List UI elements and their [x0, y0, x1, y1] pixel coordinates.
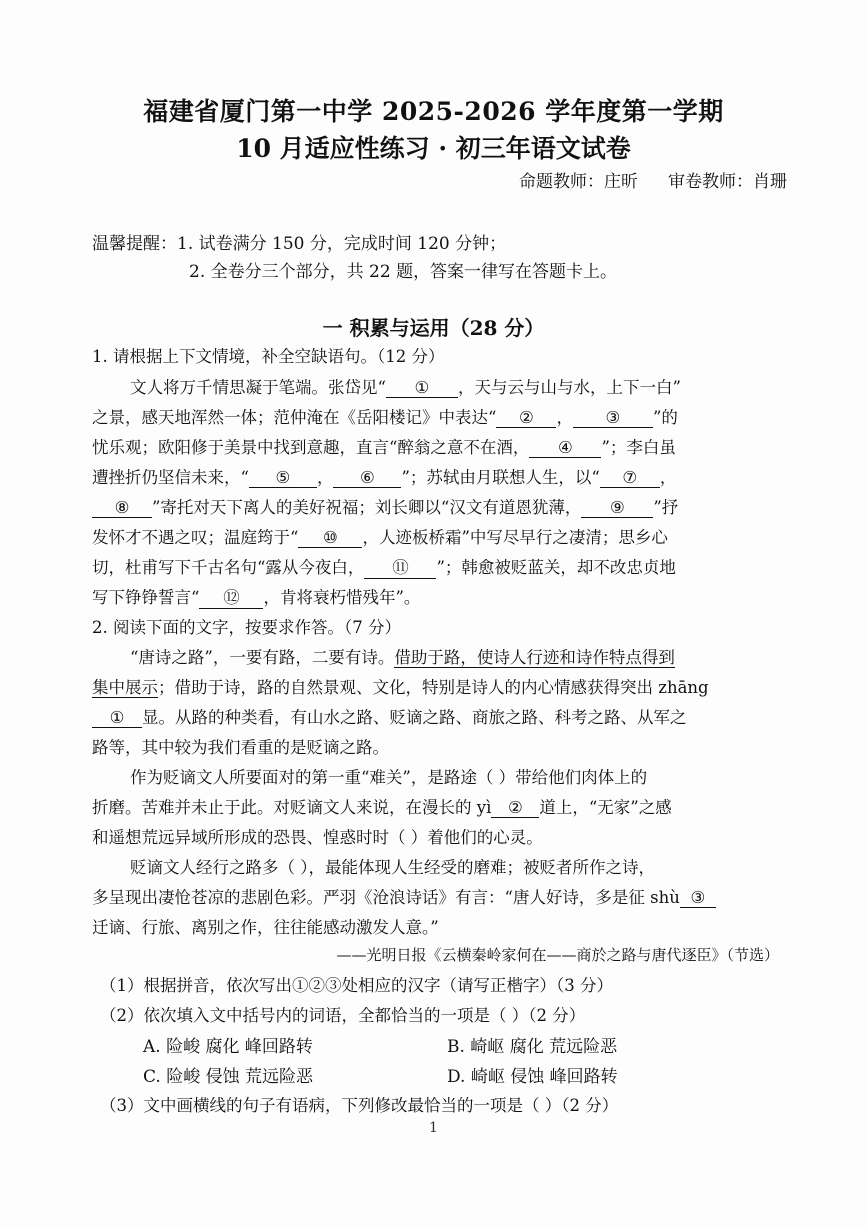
q1-text: 之景，感天地浑然一体；范仲淹在《岳阳楼记》中表达“ — [92, 408, 497, 427]
q1-text: ，人迹板桥霜”中写尽早行之凄清；思乡心 — [362, 528, 668, 547]
q2-text: “唐诗之路”，一要有路，二要有诗。 — [130, 648, 395, 667]
q1-line8 — [92, 584, 420, 609]
blank-10: ⑩ — [298, 528, 362, 548]
q1-text: 遭挫折仍坚信未来，“ — [92, 468, 249, 487]
q1-line1 — [130, 374, 681, 398]
blank-12: ⑫ — [199, 584, 263, 609]
q1-stem: 1. 请根据上下文情境，补全空缺语句。（12 分） — [92, 347, 445, 366]
option-c: C. 险峻 侵蚀 荒远险恶 — [143, 1067, 314, 1087]
q1-text: 发怀才不遇之叹；温庭筠于“ — [92, 528, 299, 547]
q2-text: 道上，“无家”之感 — [539, 798, 672, 817]
q2-text: 折磨。苦难并未止于此。对贬谪文人来说，在漫长的 yì — [92, 798, 492, 817]
q1-text: ”的 — [652, 408, 678, 427]
q2-sub3: （3）文中画横线的句子有语病，下列修改最恰当的一项是（ ）（2 分） — [100, 1096, 619, 1115]
pinyin-blank-1: ① — [92, 708, 142, 728]
reviewer-teacher: 审卷教师：肖珊 — [668, 172, 787, 192]
q1-text: 文人将万千情思凝于笔端。张岱见“ — [130, 378, 386, 397]
option-a: A. 险峻 腐化 峰回路转 — [143, 1037, 313, 1057]
q1-text: ， — [316, 468, 334, 487]
blank-5: ⑤ — [249, 468, 317, 488]
section-title: 一 积累与运用（28 分） — [322, 316, 545, 340]
notice-item1: 1. 试卷满分 150 分，完成时间 120 分钟； — [177, 234, 507, 254]
notice-line1 — [92, 229, 506, 254]
q1-text: 忧乐观；欧阳修于美景中找到意趣，直言“醉翁之意不在酒， — [92, 438, 530, 457]
underlined-sentence: 借助于路，使诗人行迹和诗作特点得到 — [394, 648, 675, 667]
q1-text: ”；李白虽 — [601, 438, 676, 457]
q1-text: ”；苏轼由月联想人生，以“ — [401, 468, 600, 487]
q2-para1-line2 — [92, 674, 709, 698]
notice-label: 温馨提醒： — [92, 234, 177, 254]
q1-line2 — [92, 404, 678, 428]
blank-11: ⑪ — [364, 554, 436, 579]
blank-1: ① — [386, 378, 458, 398]
q1-line7 — [92, 554, 676, 579]
notice-item2: 2. 全卷分三个部分，共 22 题，答案一律写在答题卡上。 — [189, 262, 618, 282]
q2-para1-line4: 路等，其中较为我们看重的是贬谪之路。 — [92, 738, 389, 757]
option-b: B. 崎岖 腐化 荒远险恶 — [447, 1037, 618, 1057]
q2-para3-line2 — [92, 884, 716, 908]
q1-text: 切，杜甫写下千古名句“露从今夜白， — [92, 558, 365, 577]
exam-title-line1: 福建省厦门第一中学 2025-2026 学年度第一学期 — [143, 97, 724, 126]
q1-line4 — [92, 464, 676, 488]
q2-para3-line3: 迁谪、行旅、离别之作，往往能感动激发人意。” — [92, 918, 439, 937]
q2-para2-line2 — [92, 794, 672, 818]
q2-para1-line1 — [130, 644, 675, 668]
q1-text: ，肯将衰朽惜残年”。 — [263, 588, 421, 607]
option-d: D. 崎岖 侵蚀 峰回路转 — [447, 1067, 618, 1087]
q1-line6 — [92, 524, 668, 548]
q1-text: ”寄托对天下离人的美好祝福；刘长卿以“汉文有道恩犹薄， — [152, 498, 582, 517]
q2-sub2: （2）依次填入文中括号内的词语，全都恰当的一项是（ ）（2 分） — [100, 1006, 586, 1025]
q2-text: ；借助于诗，路的自然景观、文化，特别是诗人的内心情感获得突出 zhāng — [158, 678, 709, 697]
q2-para1-line3 — [92, 704, 687, 728]
q1-text: ”；韩愈被贬蓝关，却不改忠贞地 — [436, 558, 676, 577]
pinyin-blank-3: ③ — [680, 888, 716, 908]
source-citation: ——光明日报《云横秦岭家何在——商於之路与唐代逐臣》（节选） — [336, 946, 779, 964]
blank-9: ⑨ — [581, 498, 653, 518]
q2-text: 显。从路的种类看，有山水之路、贬谪之路、商旅之路、科考之路、从军之 — [142, 708, 687, 727]
q2-para2-line3: 和遥想荒远异域所形成的恐畏、惶惑时时（ ）着他们的心灵。 — [92, 828, 543, 847]
setter-teacher: 命题教师：庄昕 — [519, 172, 638, 192]
q2-text: 多呈现出凄怆苍凉的悲剧色彩。严羽《沧浪诗话》有言：“唐人好诗，多是征 shù — [92, 888, 680, 907]
q2-para2-line1: 作为贬谪文人所要面对的第一重“难关”，是路途（ ）带给他们肉体上的 — [130, 768, 648, 787]
q1-text: ， — [659, 468, 677, 487]
q1-text: ，天与云与山与水，上下一白” — [457, 378, 681, 397]
exam-title-line2: 10 月适应性练习 · 初三年语文试卷 — [236, 134, 631, 163]
q2-para3-line1: 贬谪文人经行之路多（ ），最能体现人生经受的磨难；被贬者所作之诗， — [130, 858, 655, 877]
q1-text: ， — [556, 408, 573, 427]
q1-line5 — [92, 494, 678, 518]
blank-8: ⑧ — [92, 498, 152, 518]
page-number: 1 — [429, 1120, 438, 1136]
q2-sub1: （1）根据拼音，依次写出①②③处相应的汉字（请写正楷字）（3 分） — [100, 976, 613, 995]
teacher-info — [489, 167, 787, 192]
blank-2: ② — [496, 408, 556, 428]
q1-line3 — [92, 434, 676, 458]
q2-stem: 2. 阅读下面的文字，按要求作答。（7 分） — [92, 618, 401, 637]
q1-text: ”抒 — [653, 498, 679, 517]
pinyin-blank-2: ② — [491, 798, 539, 818]
blank-6: ⑥ — [333, 468, 401, 488]
blank-7: ⑦ — [600, 468, 660, 488]
blank-4: ④ — [529, 438, 601, 458]
blank-3: ③ — [573, 408, 653, 428]
underlined-sentence-end: 集中展示 — [92, 678, 158, 697]
q1-text: 写下铮铮誓言“ — [92, 588, 200, 607]
